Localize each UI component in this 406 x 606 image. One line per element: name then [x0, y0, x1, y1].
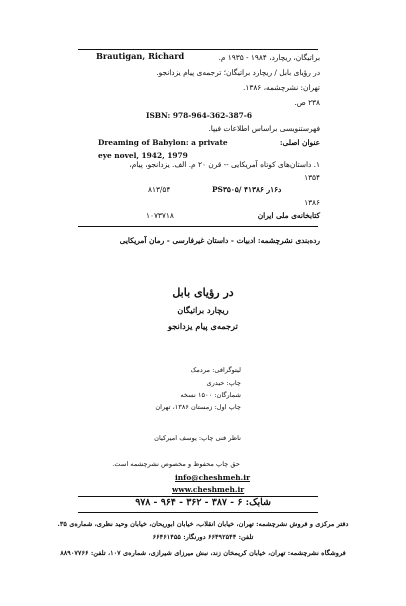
book-title: در رؤیای بابل — [172, 286, 234, 299]
pages: ۲۳۸ ص. — [294, 98, 320, 107]
lithography: لیتوگرافی: مردمک — [190, 366, 241, 374]
original-title-line1: Dreaming of Babylon: a private — [98, 138, 228, 147]
original-title-line2: eye novel, 1942, 1979 — [98, 151, 188, 160]
technical-supervisor: ناظر فنی چاپ: یوسف امیرکیان — [154, 434, 241, 442]
subjects-year: ۱۳۵۴ — [304, 173, 320, 182]
printing: چاپ: حیدری — [206, 379, 241, 387]
copies: شمارگان: ۱۵۰۰ نسخه — [180, 391, 241, 399]
isbn-bottom-rule — [78, 512, 318, 513]
publication: تهران: نشرچشمه، ۱۳۸۶. — [243, 83, 320, 92]
cip-bottom-rule — [78, 226, 318, 227]
dewey-number: ۸۱۳/۵۴ — [148, 185, 171, 194]
isbn-cip: ISBN: 978-964-362-387-6 — [146, 111, 252, 120]
library-name: کتابخانه‌ی ملی ایران — [257, 211, 320, 220]
isbn-bottom: شابک: ۶ - ۳۸۷ - ۳۶۲ - ۹۶۴ - ۹۷۸ — [135, 497, 271, 508]
book-translator: ترجمه‌ی پیام یزدانجو — [168, 321, 238, 331]
library-number: ۱۰۷۳۷۱۸ — [146, 211, 174, 220]
author-persian: براتیگان، ریچارد، ۱۹۸۴ - ۱۹۳۵ م. — [218, 53, 320, 62]
subjects: ۱. داستان‌های کوتاه آمریکایی -- قرن ۲۰ م. الف. یزدانجو، پیام، — [129, 160, 320, 169]
central-office-phone: تلفن: ۶۶۴۹۲۵۴۴ دورنگار: ۶۶۴۶۱۴۵۵ — [152, 533, 254, 541]
year: ۱۳۸۶ — [304, 198, 320, 207]
author-latin: Brautigan, Richard — [96, 51, 185, 61]
original-title-label: عنوان اصلی: — [279, 138, 320, 147]
central-office-address: دفتر مرکزی و فروش نشرچشمه: تهران، خیابان انقلاب، خیابان ابوریحان، خیابان وحید نظری، شماره‌ی ۳۵. — [57, 520, 349, 528]
category: رده‌بندی نشرچشمه: ادبیات - داستان غیرفارسی - رمان آمریکایی — [119, 236, 320, 245]
fipa-note: فهرستنویسی براساس اطلاعات فیپا. — [208, 124, 320, 133]
rights-notice: حق چاپ محفوظ و مخصوص نشرچشمه است. — [112, 460, 240, 468]
lc-class: PS۳۵۰۵/ ۴د۱۶ر ۱۳۸۶ — [212, 185, 282, 194]
book-author: ریچارد براتیگان — [177, 305, 229, 315]
edition: چاپ اول: زمستان ۱۳۸۶، تهران — [155, 403, 241, 411]
website[interactable]: www.cheshmeh.ir — [172, 485, 245, 494]
title-statement: در رؤیای بابل / ریچارد براتیگان؛ ترجمه‌ی پیام یزدانجو. — [156, 68, 320, 77]
store-address: فروشگاه نشرچشمه: تهران، خیابان کریمخان زند، نبش میرزای شیرازی، شماره‌ی ۱۰۷، تلفن: ۸۸۹۰۷۷۶۶ — [60, 549, 346, 557]
email[interactable]: info@cheshmeh.ir — [175, 473, 250, 482]
top-rule — [78, 49, 318, 50]
